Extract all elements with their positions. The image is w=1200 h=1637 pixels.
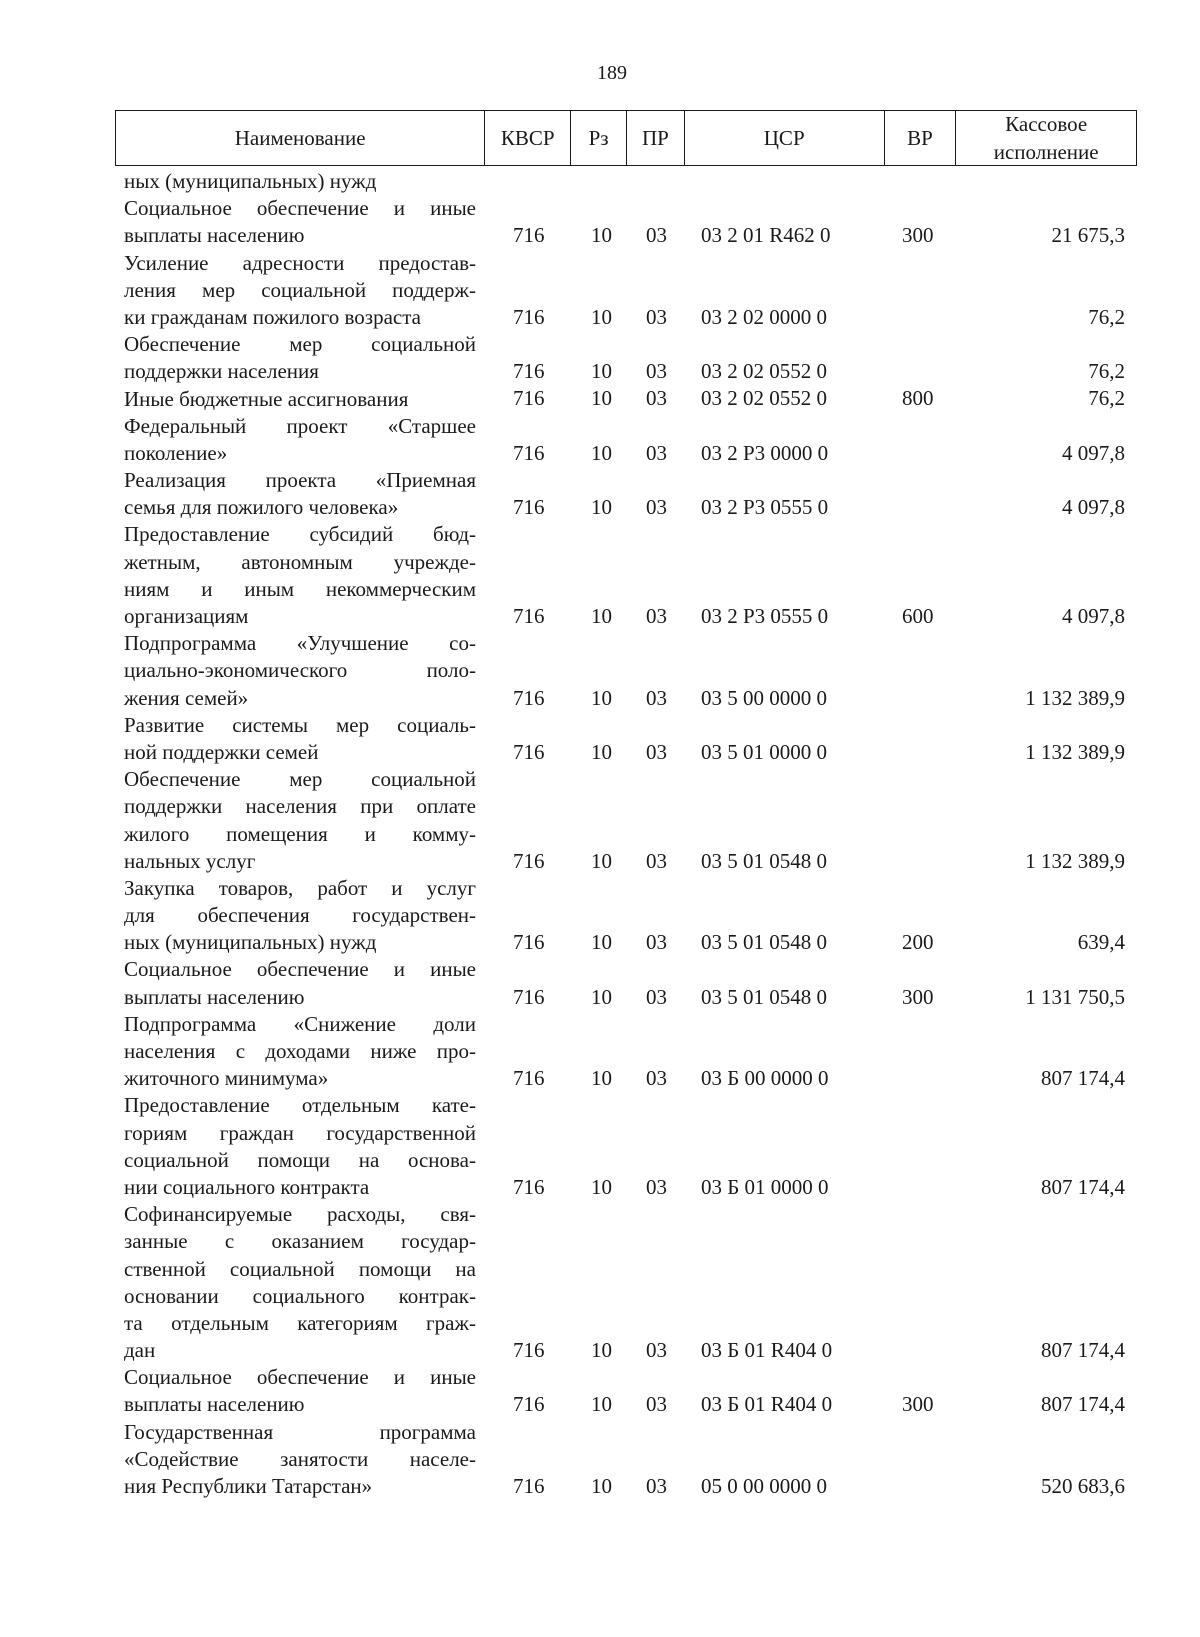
header-name: Наименование bbox=[116, 111, 485, 165]
row-rz: 10 bbox=[591, 1338, 612, 1363]
row-kvsr: 716 bbox=[513, 1473, 545, 1498]
table-row bbox=[0, 766, 1200, 875]
row-vr: 300 bbox=[902, 984, 934, 1009]
row-csr: 03 5 01 0000 0 bbox=[701, 739, 827, 764]
table-row bbox=[0, 250, 1200, 332]
row-pr: 03 bbox=[646, 495, 667, 520]
row-csr: 03 5 01 0548 0 bbox=[701, 930, 827, 955]
row-name-line: дан bbox=[124, 1338, 156, 1363]
table-row bbox=[0, 712, 1200, 766]
row-name bbox=[124, 766, 476, 875]
row-rz: 10 bbox=[591, 1174, 612, 1199]
row-name-line: для обеспечения государствен- bbox=[124, 903, 476, 928]
row-vr: 300 bbox=[902, 1392, 934, 1417]
row-rz: 10 bbox=[591, 495, 612, 520]
row-kvsr: 716 bbox=[513, 1392, 545, 1417]
row-name-line: ных (муниципальных) нужд bbox=[124, 169, 377, 193]
row-name-line: поколение» bbox=[124, 440, 228, 465]
row-name-line: занные с оказанием государ- bbox=[124, 1229, 476, 1254]
header-vr: ВР bbox=[885, 111, 957, 165]
row-sum: 1 132 389,9 bbox=[1025, 848, 1125, 873]
row-name-line: жения семей» bbox=[124, 685, 249, 710]
row-kvsr: 716 bbox=[513, 603, 545, 628]
row-name-line: Предоставление субсидий бюд- bbox=[124, 522, 476, 547]
row-name-line: гориям граждан государственной bbox=[124, 1120, 476, 1145]
row-name-line: ки гражданам пожилого возраста bbox=[124, 304, 421, 329]
row-csr: 03 Б 01 R404 0 bbox=[701, 1338, 833, 1363]
row-csr: 03 2 02 0552 0 bbox=[701, 386, 827, 411]
row-sum: 76,2 bbox=[1088, 386, 1125, 411]
row-csr: 03 2 02 0552 0 bbox=[701, 359, 827, 384]
row-pr: 03 bbox=[646, 930, 667, 955]
row-sum: 807 174,4 bbox=[1041, 1338, 1125, 1363]
row-kvsr: 716 bbox=[513, 685, 545, 710]
row-pr: 03 bbox=[646, 603, 667, 628]
header-pr: ПР bbox=[627, 111, 685, 165]
row-kvsr: 716 bbox=[513, 848, 545, 873]
row-name bbox=[124, 630, 476, 712]
row-name-line: Иные бюджетные ассигнования bbox=[124, 386, 409, 411]
row-name-line: Обеспечение мер социальной bbox=[124, 332, 476, 357]
row-rz: 10 bbox=[591, 739, 612, 764]
row-kvsr: 716 bbox=[513, 440, 545, 465]
row-rz: 10 bbox=[591, 440, 612, 465]
row-name-line: Подпрограмма «Улучшение со- bbox=[124, 631, 476, 656]
row-pr: 03 bbox=[646, 440, 667, 465]
row-kvsr: 716 bbox=[513, 304, 545, 329]
table-row bbox=[0, 1092, 1200, 1201]
row-name-line: Предоставление отдельным кате- bbox=[124, 1093, 476, 1118]
row-name-line: нии социального контракта bbox=[124, 1174, 370, 1199]
row-name-line: выплаты населению bbox=[124, 1392, 305, 1417]
row-kvsr: 716 bbox=[513, 1174, 545, 1199]
row-pr: 03 bbox=[646, 359, 667, 384]
row-name bbox=[124, 1364, 476, 1418]
row-name bbox=[124, 875, 476, 957]
row-rz: 10 bbox=[591, 1066, 612, 1091]
row-csr: 05 0 00 0000 0 bbox=[701, 1473, 827, 1498]
row-name-line: та отдельным категориям граж- bbox=[124, 1310, 476, 1335]
row-rz: 10 bbox=[591, 386, 612, 411]
table-row bbox=[0, 630, 1200, 712]
page-number: 189 bbox=[597, 62, 627, 84]
row-name-line: Развитие системы мер социаль- bbox=[124, 712, 476, 737]
row-name-line: нальных услуг bbox=[124, 848, 256, 873]
row-kvsr: 716 bbox=[513, 739, 545, 764]
row-name-line: Софинансируемые расходы, свя- bbox=[124, 1202, 476, 1227]
row-name-line: поддержки населения bbox=[124, 359, 319, 384]
row-name bbox=[124, 1201, 476, 1364]
row-sum: 4 097,8 bbox=[1062, 495, 1125, 520]
row-csr: 03 5 00 0000 0 bbox=[701, 685, 827, 710]
row-csr: 03 Б 01 0000 0 bbox=[701, 1174, 829, 1199]
row-name-line: ной поддержки семей bbox=[124, 739, 319, 764]
row-vr: 200 bbox=[902, 930, 934, 955]
table-row bbox=[0, 386, 1200, 413]
row-kvsr: 716 bbox=[513, 930, 545, 955]
table-row bbox=[0, 467, 1200, 521]
row-name bbox=[124, 331, 476, 385]
row-name bbox=[124, 1419, 476, 1501]
header-sum: Кассовое исполнение bbox=[993, 112, 1099, 164]
row-vr: 300 bbox=[902, 223, 934, 248]
row-name-line: ниям и иным некоммерческим bbox=[124, 576, 476, 601]
row-pr: 03 bbox=[646, 1066, 667, 1091]
row-name bbox=[124, 1011, 476, 1093]
row-kvsr: 716 bbox=[513, 984, 545, 1009]
row-kvsr: 716 bbox=[513, 495, 545, 520]
row-name-line: житочного минимума» bbox=[124, 1066, 329, 1091]
row-name-line: организациям bbox=[124, 604, 249, 628]
row-name bbox=[124, 956, 476, 1010]
row-sum: 76,2 bbox=[1088, 359, 1125, 384]
row-sum: 807 174,4 bbox=[1041, 1066, 1125, 1091]
row-name bbox=[124, 467, 476, 521]
row-name-line: семья для пожилого человека» bbox=[124, 495, 399, 520]
row-name-line: жетным, автономным учрежде- bbox=[124, 549, 476, 574]
row-csr: 03 2 01 R462 0 bbox=[701, 223, 831, 248]
table-row bbox=[0, 1011, 1200, 1093]
row-name-line: ных (муниципальных) нужд bbox=[124, 930, 377, 955]
table-row bbox=[0, 875, 1200, 957]
row-name-line: Социальное обеспечение и иные bbox=[124, 1365, 476, 1390]
row-name bbox=[124, 521, 476, 630]
row-name bbox=[124, 195, 476, 249]
row-rz: 10 bbox=[591, 223, 612, 248]
row-pr: 03 bbox=[646, 984, 667, 1009]
row-name bbox=[124, 712, 476, 766]
row-name-line: выплаты населению bbox=[124, 984, 305, 1009]
row-name-line: ния Республики Татарстан» bbox=[124, 1474, 373, 1498]
row-sum: 76,2 bbox=[1088, 304, 1125, 329]
row-name-line: Усиление адресности предостав- bbox=[124, 250, 476, 275]
row-sum: 4 097,8 bbox=[1062, 440, 1125, 465]
row-rz: 10 bbox=[591, 359, 612, 384]
row-name-line: выплаты населению bbox=[124, 223, 305, 248]
table-row bbox=[0, 168, 1200, 195]
table-row bbox=[0, 956, 1200, 1010]
row-name-line: Государственная программа bbox=[124, 1419, 476, 1444]
header-csr: ЦСР bbox=[685, 111, 885, 165]
table-row bbox=[0, 413, 1200, 467]
row-pr: 03 bbox=[646, 1473, 667, 1498]
row-kvsr: 716 bbox=[513, 386, 545, 411]
row-kvsr: 716 bbox=[513, 1066, 545, 1091]
row-name-line: жилого помещения и комму- bbox=[124, 821, 476, 846]
row-name-line: социальной помощи на основа- bbox=[124, 1147, 476, 1172]
row-pr: 03 bbox=[646, 685, 667, 710]
table-row bbox=[0, 521, 1200, 630]
row-name-line: ления мер социальной поддерж- bbox=[124, 277, 476, 302]
row-rz: 10 bbox=[591, 1392, 612, 1417]
row-rz: 10 bbox=[591, 848, 612, 873]
table-body bbox=[0, 168, 1200, 1500]
row-kvsr: 716 bbox=[513, 1338, 545, 1363]
row-name-line: Социальное обеспечение и иные bbox=[124, 196, 476, 221]
table-row bbox=[0, 1201, 1200, 1364]
row-sum: 1 132 389,9 bbox=[1025, 685, 1125, 710]
row-name-line: ственной социальной помощи на bbox=[124, 1256, 476, 1281]
row-name-line: поддержки населения при оплате bbox=[124, 794, 476, 819]
row-csr: 03 2 P3 0555 0 bbox=[701, 495, 829, 520]
row-csr: 03 Б 01 R404 0 bbox=[701, 1392, 833, 1417]
row-rz: 10 bbox=[591, 1473, 612, 1498]
row-rz: 10 bbox=[591, 603, 612, 628]
row-kvsr: 716 bbox=[513, 359, 545, 384]
row-name-line: основании социального контрак- bbox=[124, 1283, 476, 1308]
row-sum: 21 675,3 bbox=[1051, 223, 1125, 248]
table-row bbox=[0, 195, 1200, 249]
row-pr: 03 bbox=[646, 304, 667, 329]
row-csr: 03 5 01 0548 0 bbox=[701, 848, 827, 873]
row-pr: 03 bbox=[646, 386, 667, 411]
row-pr: 03 bbox=[646, 1392, 667, 1417]
row-sum: 639,4 bbox=[1077, 930, 1125, 955]
row-sum: 1 132 389,9 bbox=[1025, 739, 1125, 764]
row-csr: 03 2 P3 0555 0 bbox=[701, 603, 829, 628]
row-name-line: Закупка товаров, работ и услуг bbox=[124, 875, 476, 900]
row-pr: 03 bbox=[646, 739, 667, 764]
row-name bbox=[124, 413, 476, 467]
table-row bbox=[0, 1419, 1200, 1501]
table-row bbox=[0, 1364, 1200, 1418]
header-kvsr: КВСР bbox=[485, 111, 571, 165]
row-vr: 800 bbox=[902, 386, 934, 411]
row-pr: 03 bbox=[646, 1338, 667, 1363]
row-sum: 1 131 750,5 bbox=[1025, 984, 1125, 1009]
row-rz: 10 bbox=[591, 984, 612, 1009]
row-sum: 4 097,8 bbox=[1062, 603, 1125, 628]
row-kvsr: 716 bbox=[513, 223, 545, 248]
row-rz: 10 bbox=[591, 304, 612, 329]
row-name-line: Реализация проекта «Приемная bbox=[124, 468, 476, 493]
row-name-line: Федеральный проект «Старшее bbox=[124, 413, 476, 438]
row-vr: 600 bbox=[902, 603, 934, 628]
header-rz: Рз bbox=[571, 111, 627, 165]
row-name bbox=[124, 1092, 476, 1201]
row-csr: 03 5 01 0548 0 bbox=[701, 984, 827, 1009]
row-name bbox=[124, 386, 476, 413]
row-name bbox=[124, 250, 476, 332]
row-sum: 520 683,6 bbox=[1041, 1473, 1125, 1498]
row-csr: 03 2 02 0000 0 bbox=[701, 304, 827, 329]
row-pr: 03 bbox=[646, 1174, 667, 1199]
row-rz: 10 bbox=[591, 685, 612, 710]
row-name-line: Обеспечение мер социальной bbox=[124, 767, 476, 792]
row-name-line: циально-экономического поло- bbox=[124, 658, 476, 683]
row-name bbox=[124, 168, 476, 195]
row-pr: 03 bbox=[646, 848, 667, 873]
row-name-line: «Содействие занятости населе- bbox=[124, 1446, 476, 1471]
row-sum: 807 174,4 bbox=[1041, 1174, 1125, 1199]
row-name-line: Социальное обеспечение и иные bbox=[124, 957, 476, 982]
row-name-line: населения с доходами ниже про- bbox=[124, 1039, 476, 1063]
row-rz: 10 bbox=[591, 930, 612, 955]
row-sum: 807 174,4 bbox=[1041, 1392, 1125, 1417]
row-csr: 03 2 P3 0000 0 bbox=[701, 440, 829, 465]
table-header bbox=[115, 110, 1137, 166]
table-row bbox=[0, 331, 1200, 385]
row-csr: 03 Б 00 0000 0 bbox=[701, 1066, 829, 1091]
row-name-line: Подпрограмма «Снижение доли bbox=[124, 1011, 476, 1036]
row-pr: 03 bbox=[646, 223, 667, 248]
